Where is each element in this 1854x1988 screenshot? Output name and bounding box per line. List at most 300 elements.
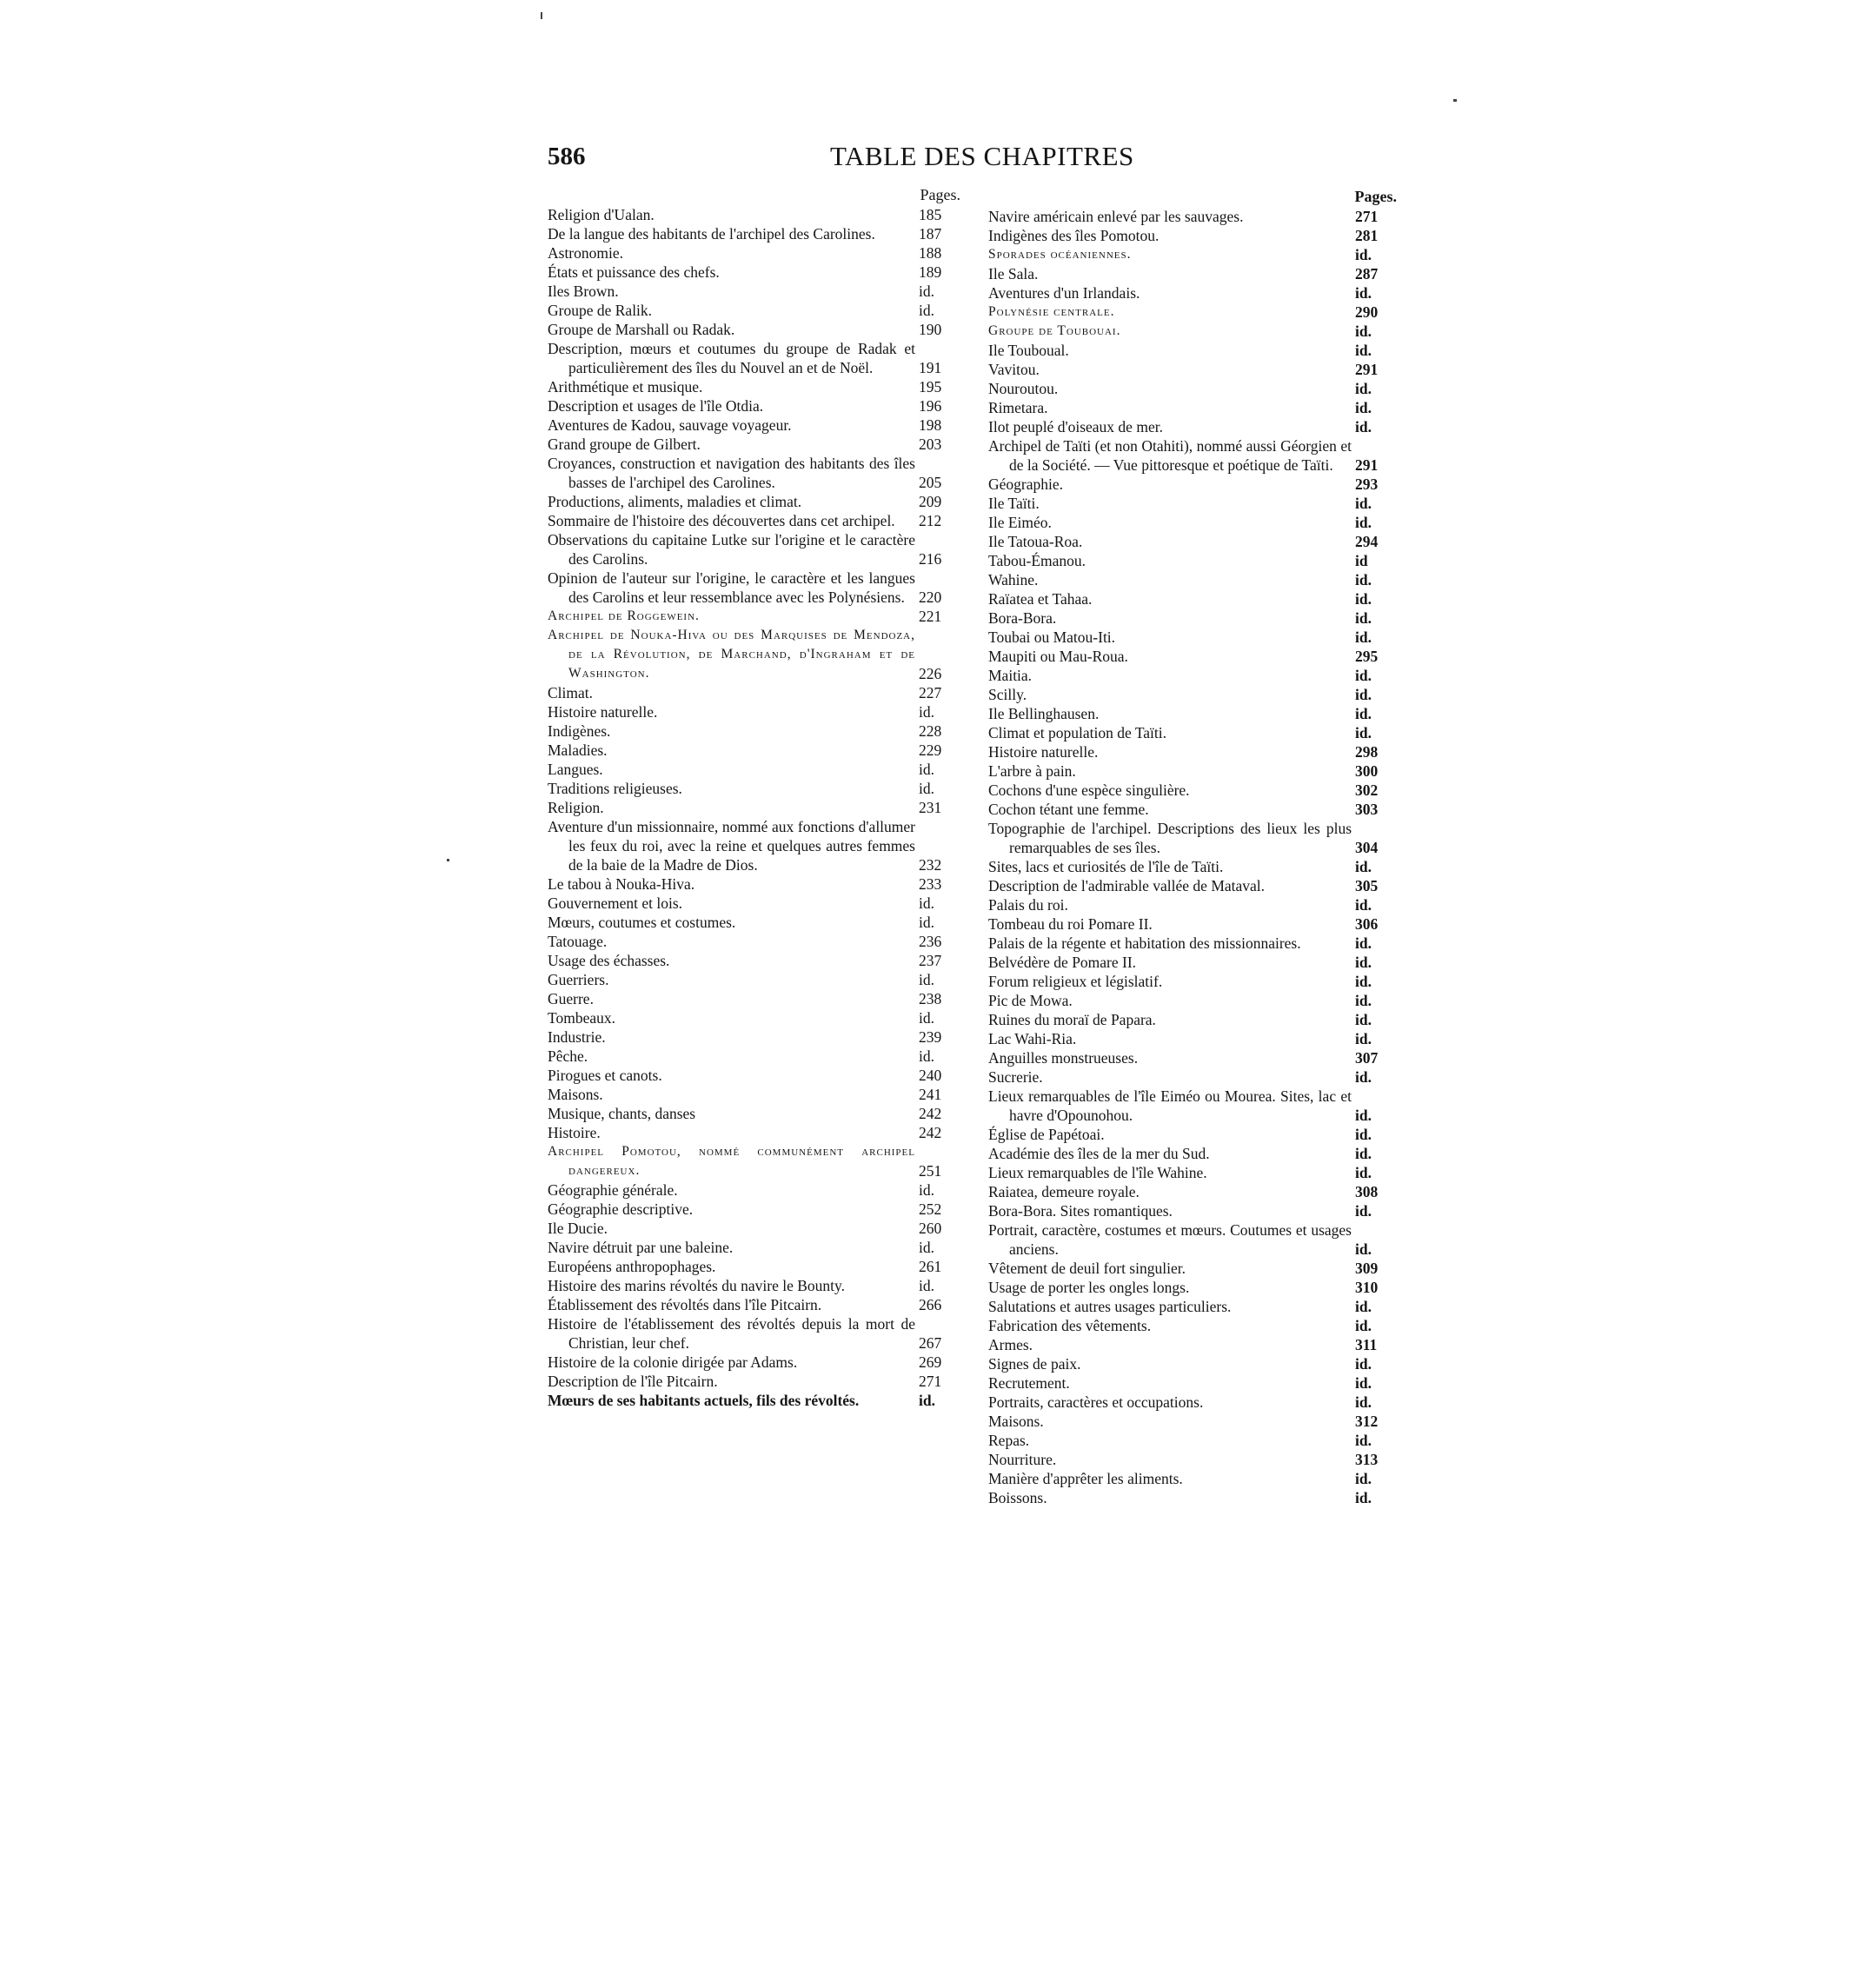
entry-page: 241: [919, 1086, 942, 1103]
entry-page: id.: [1355, 399, 1372, 416]
entry-page: id.: [1355, 1489, 1372, 1506]
entry-page: 311: [1355, 1336, 1378, 1353]
toc-entry: [988, 781, 1397, 800]
toc-entry: [988, 991, 1397, 1010]
toc-entry: [548, 1314, 960, 1353]
toc-entry: [548, 416, 960, 435]
toc-entry: [548, 779, 960, 798]
entry-title: Signes de paix.: [988, 1355, 1081, 1373]
entry-page: 304: [1355, 839, 1379, 856]
entry-page: id.: [919, 283, 934, 300]
toc-entry: [548, 1142, 960, 1180]
toc-entry: [988, 1125, 1397, 1144]
entry-page: 309: [1355, 1260, 1379, 1277]
entry-title: Lac Wahi-Ria.: [988, 1030, 1077, 1047]
entry-page: 308: [1355, 1183, 1379, 1200]
entry-title: Aventure d'un missionnaire, nommé aux fonctions d'allumer les feux du roi, avec la reine et quelques autres femmes de la baie de la Madre de Dios.: [548, 818, 915, 874]
entry-title: Mœurs de ses habitants actuels, fils des révoltés.: [548, 1392, 860, 1409]
toc-entry: [548, 951, 960, 970]
toc-entry: [548, 1219, 960, 1238]
entry-page: 229: [919, 741, 942, 759]
toc-entry: [548, 1066, 960, 1085]
entry-title: Portrait, caractère, costumes et mœurs. Coutumes et usages anciens.: [988, 1221, 1352, 1258]
toc-entry: [988, 226, 1397, 245]
entry-page: id.: [919, 703, 934, 721]
entry-page: id.: [1355, 1107, 1372, 1124]
entry-title: Maisons.: [548, 1086, 603, 1103]
entry-title: Productions, aliments, maladies et climat.: [548, 493, 802, 510]
entry-title: Topographie de l'archipel. Descriptions des lieux les plus remarquables de ses îles.: [988, 820, 1352, 856]
entry-page: 240: [919, 1067, 942, 1084]
toc-entry: [988, 914, 1397, 934]
entry-page: 310: [1355, 1279, 1379, 1296]
toc-entry: [988, 570, 1397, 589]
toc-entry: [548, 721, 960, 741]
toc-entry: [988, 857, 1397, 876]
toc-entry: [548, 817, 960, 874]
entry-page: 239: [919, 1028, 942, 1046]
toc-entry: [988, 876, 1397, 895]
entry-title: Observations du capitaine Lutke sur l'origine et le caractère des Carolins.: [548, 531, 915, 568]
toc-entry: [988, 704, 1397, 723]
toc-entry: [988, 895, 1397, 914]
entry-page: id.: [1355, 1202, 1372, 1220]
entry-page: 226: [919, 665, 942, 682]
toc-entry: [988, 1316, 1397, 1335]
entry-title: États et puissance des chefs.: [548, 263, 720, 281]
entry-title: Maitia.: [988, 667, 1033, 684]
entry-title: Arithmétique et musique.: [548, 378, 703, 396]
toc-entry: [548, 243, 960, 263]
entry-page: 232: [919, 856, 942, 874]
toc-entry: [988, 1335, 1397, 1354]
toc-entry: [548, 224, 960, 243]
toc-entry: [988, 532, 1397, 551]
entry-title: Archipel Pomotou, nommé communément archipel dangereux.: [548, 1144, 915, 1178]
page-title: TABLE DES CHAPITRES: [830, 141, 1134, 171]
entry-page: id.: [1355, 1164, 1372, 1181]
entry-page: id.: [919, 894, 934, 912]
entry-page: id: [1355, 552, 1368, 569]
toc-entry: [548, 1085, 960, 1104]
toc-entry: [548, 263, 960, 282]
toc-entry: [988, 1029, 1397, 1048]
toc-entry: [988, 207, 1397, 226]
entry-page: 227: [919, 684, 942, 701]
entry-page: id.: [1355, 705, 1372, 722]
entry-page: 293: [1355, 475, 1379, 493]
entry-title: Sporades océaniennes.: [988, 247, 1132, 262]
entry-page: 196: [919, 397, 942, 415]
toc-entry: [988, 1220, 1397, 1259]
toc-entry: [548, 1047, 960, 1066]
entry-page: 238: [919, 990, 942, 1007]
entry-title: Ile Bellinghausen.: [988, 705, 1100, 722]
toc-entry: [548, 301, 960, 320]
entry-title: Histoire naturelle.: [988, 743, 1099, 761]
entry-page: id.: [1355, 1317, 1372, 1334]
toc-entry: [988, 1450, 1397, 1469]
toc-entry: [988, 685, 1397, 704]
toc-entry: [548, 741, 960, 760]
entry-title: Maisons.: [988, 1413, 1044, 1430]
entry-title: Groupe de Marshall ou Radak.: [548, 321, 735, 338]
entry-page: id.: [1355, 1432, 1372, 1449]
entry-page: 212: [919, 512, 942, 529]
entry-title: Lieux remarquables de l'île Wahine.: [988, 1164, 1207, 1181]
entry-page: id.: [919, 1009, 934, 1027]
toc-entry: [988, 953, 1397, 972]
entry-title: Bora-Bora.: [988, 609, 1057, 627]
entry-page: 287: [1355, 265, 1379, 283]
entry-page: id.: [1355, 934, 1372, 952]
toc-entry: [548, 913, 960, 932]
entry-page: 220: [919, 588, 942, 606]
toc-entry: [988, 1144, 1397, 1163]
scan-speck: [1453, 99, 1457, 102]
entry-page: id.: [1355, 1126, 1372, 1143]
entry-page: id.: [919, 302, 934, 319]
entry-title: Religion d'Ualan.: [548, 206, 655, 223]
entry-page: 302: [1355, 781, 1379, 799]
entry-page: 271: [919, 1373, 942, 1390]
entry-title: Iles Brown.: [548, 283, 619, 300]
entry-page: 267: [919, 1334, 942, 1352]
toc-entry: [988, 1431, 1397, 1450]
toc-entry: [548, 1200, 960, 1219]
toc-entry: [548, 1008, 960, 1027]
entry-title: De la langue des habitants de l'archipel des Carolines.: [548, 225, 875, 243]
entry-title: Histoire de l'établissement des révoltés depuis la mort de Christian, leur chef.: [548, 1315, 915, 1352]
entry-page: 261: [919, 1258, 942, 1275]
toc-entry: [988, 398, 1397, 417]
entry-title: Boissons.: [988, 1489, 1047, 1506]
entry-title: Rimetara.: [988, 399, 1048, 416]
entry-title: Cochons d'une espèce singulière.: [988, 781, 1190, 799]
entry-title: Vêtement de deuil fort singulier.: [988, 1260, 1186, 1277]
toc-entry: [548, 989, 960, 1008]
toc-entry: [988, 1163, 1397, 1182]
toc-entry: [988, 972, 1397, 991]
entry-page: id.: [1355, 992, 1372, 1009]
entry-page: 295: [1355, 648, 1379, 665]
entry-title: Description de l'admirable vallée de Mataval.: [988, 877, 1266, 894]
toc-entry: [988, 1067, 1397, 1087]
toc-entry: [548, 1123, 960, 1142]
entry-page: id.: [919, 1181, 934, 1199]
toc-entry: [988, 1278, 1397, 1297]
toc-entry: [988, 494, 1397, 513]
entry-page: id.: [1355, 1374, 1372, 1392]
entry-page: 312: [1355, 1413, 1379, 1430]
toc-entry: [548, 970, 960, 989]
toc-entry: [988, 417, 1397, 436]
entry-page: 303: [1355, 801, 1379, 818]
entry-page: id.: [1355, 342, 1372, 359]
toc-entry: [548, 511, 960, 530]
entry-title: Armes.: [988, 1336, 1033, 1353]
toc-entry: [548, 894, 960, 913]
entry-page: id.: [1355, 380, 1372, 397]
entry-page: 228: [919, 722, 942, 740]
entry-title: Européens anthropophages.: [548, 1258, 716, 1275]
entry-title: Navire américain enlevé par les sauvages.: [988, 208, 1244, 225]
entry-title: Histoire.: [548, 1124, 601, 1141]
toc-entry: [988, 1087, 1397, 1125]
toc-entry: [988, 379, 1397, 398]
entry-page: 233: [919, 875, 942, 893]
entry-title: Ile Sala.: [988, 265, 1039, 283]
entry-title: Guerre.: [548, 990, 594, 1007]
entry-page: 298: [1355, 743, 1379, 761]
entry-page: 198: [919, 416, 942, 434]
entry-title: Maladies.: [548, 741, 608, 759]
entry-title: Indigènes des îles Pomotou.: [988, 227, 1160, 244]
toc-entry: [988, 513, 1397, 532]
toc-entry: [548, 1372, 960, 1391]
entry-title: Religion.: [548, 799, 604, 816]
toc-entry: [548, 874, 960, 894]
toc-entry: [988, 245, 1397, 264]
toc-entry: [988, 322, 1397, 341]
entry-title: Sites, lacs et curiosités de l'île de Taïti.: [988, 858, 1224, 875]
entry-title: Bora-Bora. Sites romantiques.: [988, 1202, 1173, 1220]
entry-title: Ile Touboual.: [988, 342, 1069, 359]
entry-page: 190: [919, 321, 942, 338]
entry-page: id.: [1355, 322, 1372, 340]
entry-title: Académie des îles de la mer du Sud.: [988, 1145, 1210, 1162]
entry-title: Géographie.: [988, 475, 1064, 493]
entry-title: Portraits, caractères et occupations.: [988, 1393, 1204, 1411]
entry-title: Palais du roi.: [988, 896, 1068, 914]
entry-page: 191: [919, 359, 942, 376]
toc-entry: [988, 436, 1397, 475]
entry-title: Climat.: [548, 684, 594, 701]
toc-entry: [988, 283, 1397, 303]
entry-title: Lieux remarquables de l'île Eiméo ou Mourea. Sites, lac et havre d'Opounohou.: [988, 1087, 1352, 1124]
entry-title: Musique, chants, danses: [548, 1105, 696, 1122]
entry-page: 205: [919, 474, 942, 491]
entry-title: Salutations et autres usages particuliers.: [988, 1298, 1232, 1315]
entry-title: Archipel de Taïti (et non Otahiti), nommé aussi Géorgien et de la Société. — Vue pittoresque et poétique de Taïti.: [988, 437, 1352, 474]
entry-title: Ile Taïti.: [988, 495, 1040, 512]
toc-entry: [988, 1259, 1397, 1278]
toc-entry: [548, 568, 960, 607]
entry-title: Belvédère de Pomare II.: [988, 954, 1137, 971]
toc-entry: [988, 1048, 1397, 1067]
entry-title: Maupiti ou Mau-Roua.: [988, 648, 1128, 665]
entry-page: id.: [1355, 246, 1372, 263]
entry-page: id.: [1355, 514, 1372, 531]
entry-title: Toubai ou Matou-Iti.: [988, 628, 1116, 646]
entry-title: Sucrerie.: [988, 1068, 1043, 1086]
toc-entry: [548, 320, 960, 339]
entry-title: Description et usages de l'île Otdia.: [548, 397, 764, 415]
entry-page: id.: [1355, 973, 1372, 990]
toc-entry: [548, 1027, 960, 1047]
entry-page: 231: [919, 799, 942, 816]
entry-title: Climat et population de Taïti.: [988, 724, 1167, 741]
entry-title: Tatouage.: [548, 933, 608, 950]
toc-entry: [548, 1238, 960, 1257]
toc-entry: [988, 303, 1397, 322]
entry-title: Cochon tétant une femme.: [988, 801, 1149, 818]
toc-entry: [988, 761, 1397, 781]
toc-entry: [548, 932, 960, 951]
entry-title: Anguilles monstrueuses.: [988, 1049, 1139, 1067]
entry-title: Mœurs, coutumes et costumes.: [548, 914, 736, 931]
toc-entry: [548, 626, 960, 683]
entry-title: Description de l'île Pitcairn.: [548, 1373, 718, 1390]
toc-entry: [988, 666, 1397, 685]
toc-entry: [988, 1354, 1397, 1373]
entry-title: Histoire des marins révoltés du navire le Bounty.: [548, 1277, 845, 1294]
entry-title: Nouroutou.: [988, 380, 1059, 397]
toc-entry: [988, 628, 1397, 647]
entry-title: Description, mœurs et coutumes du groupe de Radak et particulièrement des îles du Nouvel an et de Noël.: [548, 340, 915, 376]
toc-entry: [548, 492, 960, 511]
entry-page: 260: [919, 1220, 942, 1237]
entry-page: 300: [1355, 762, 1379, 780]
entry-page: id.: [1355, 590, 1372, 608]
entry-title: Vavitou.: [988, 361, 1040, 378]
entry-page: 271: [1355, 208, 1379, 225]
toc-entry: [548, 435, 960, 454]
entry-title: Repas.: [988, 1432, 1030, 1449]
entry-title: Sommaire de l'histoire des découvertes dans cet archipel.: [548, 512, 895, 529]
entry-title: Établissement des révoltés dans l'île Pitcairn.: [548, 1296, 822, 1313]
entry-title: Pêche.: [548, 1047, 588, 1065]
entry-page: id.: [919, 1239, 934, 1256]
entry-page: id.: [1355, 284, 1372, 302]
entry-title: Histoire naturelle.: [548, 703, 658, 721]
entry-title: Scilly.: [988, 686, 1027, 703]
entry-page: id.: [1355, 1011, 1372, 1028]
entry-page: 242: [919, 1105, 942, 1122]
entry-title: Forum religieux et législatif.: [988, 973, 1163, 990]
entry-title: Groupe de Toubouai.: [988, 323, 1121, 338]
entry-title: Langues.: [548, 761, 603, 778]
toc-entry: [548, 1104, 960, 1123]
entry-title: Guerriers.: [548, 971, 609, 988]
entry-page: 203: [919, 435, 942, 453]
entry-title: Histoire de la colonie dirigée par Adams.: [548, 1353, 798, 1371]
entry-page: id.: [1355, 667, 1372, 684]
entry-page: id.: [1355, 418, 1372, 435]
entry-title: Géographie descriptive.: [548, 1200, 694, 1218]
entry-page: 281: [1355, 227, 1379, 244]
entry-page: 290: [1355, 303, 1379, 321]
entry-page: id.: [919, 914, 934, 931]
toc-entry: [548, 530, 960, 568]
toc-entry: [988, 800, 1397, 819]
entry-title: Ile Eiméo.: [988, 514, 1052, 531]
toc-entry: [548, 1180, 960, 1200]
entry-page: id.: [919, 1047, 934, 1065]
toc-entry: [548, 339, 960, 377]
entry-page: 307: [1355, 1049, 1379, 1067]
entry-page: id.: [1355, 1470, 1372, 1487]
toc-entry: [988, 551, 1397, 570]
entry-page: 195: [919, 378, 942, 396]
entry-page: 251: [919, 1162, 942, 1180]
entry-title: Pic de Mowa.: [988, 992, 1073, 1009]
entry-page: 242: [919, 1124, 942, 1141]
toc-entry: [548, 454, 960, 492]
entry-page: id.: [1355, 495, 1372, 512]
entry-title: Église de Papétoai.: [988, 1126, 1105, 1143]
entry-page: 291: [1355, 361, 1379, 378]
entry-page: id.: [919, 1277, 934, 1294]
entry-title: Ile Tatoua-Roa.: [988, 533, 1083, 550]
entry-title: L'arbre à pain.: [988, 762, 1076, 780]
entry-title: Tombeau du roi Pomare II.: [988, 915, 1153, 933]
toc-entry: [988, 1469, 1397, 1488]
scan-speck: [447, 859, 449, 861]
entry-title: Usage de porter les ongles longs.: [988, 1279, 1190, 1296]
entry-page: id.: [1355, 1298, 1372, 1315]
entry-page: 187: [919, 225, 942, 243]
entry-page: 294: [1355, 533, 1379, 550]
entry-page: id.: [1355, 1355, 1372, 1373]
toc-entry: [548, 798, 960, 817]
entry-page: id.: [1355, 571, 1372, 588]
entry-title: Groupe de Ralik.: [548, 302, 653, 319]
entry-title: Astronomie.: [548, 244, 624, 262]
entry-title: Usage des échasses.: [548, 952, 670, 969]
entry-title: Aventures de Kadou, sauvage voyageur.: [548, 416, 792, 434]
entry-page: 189: [919, 263, 942, 281]
toc-entry: [548, 1353, 960, 1372]
right-entry-list: [988, 207, 1397, 1507]
entry-title: Tombeaux.: [548, 1009, 615, 1027]
toc-entry: [988, 1182, 1397, 1201]
toc-entry: [988, 341, 1397, 360]
toc-entry: [548, 760, 960, 779]
entry-page: id.: [1355, 1068, 1372, 1086]
toc-entry: [548, 683, 960, 702]
entry-page: id.: [1355, 724, 1372, 741]
toc-entry: [548, 1276, 960, 1295]
entry-title: Polynésie centrale.: [988, 304, 1115, 319]
left-entry-list: [548, 205, 960, 1410]
toc-entry: [988, 1393, 1397, 1412]
entry-page: 216: [919, 550, 942, 568]
entry-page: 269: [919, 1353, 942, 1371]
entry-page: id.: [1355, 896, 1372, 914]
toc-entry: [548, 1295, 960, 1314]
entry-page: id.: [919, 971, 934, 988]
entry-page: id.: [919, 1392, 935, 1409]
entry-page: id.: [1355, 954, 1372, 971]
toc-entry: [988, 1201, 1397, 1220]
toc-entry: [548, 607, 960, 626]
entry-title: Tabou-Émanou.: [988, 552, 1086, 569]
toc-entry: [988, 647, 1397, 666]
entry-title: Archipel de Roggewein.: [548, 608, 700, 623]
toc-entry: [988, 1297, 1397, 1316]
entry-title: Ilot peuplé d'oiseaux de mer.: [988, 418, 1163, 435]
entry-page: 313: [1355, 1451, 1379, 1468]
entry-page: 236: [919, 933, 942, 950]
entry-page: 188: [919, 244, 942, 262]
entry-page: 221: [919, 608, 942, 625]
entry-title: Géographie générale.: [548, 1181, 678, 1199]
entry-page: 266: [919, 1296, 942, 1313]
toc-entry: [988, 742, 1397, 761]
entry-title: Pirogues et canots.: [548, 1067, 662, 1084]
pages-label: Pages.: [920, 186, 960, 203]
